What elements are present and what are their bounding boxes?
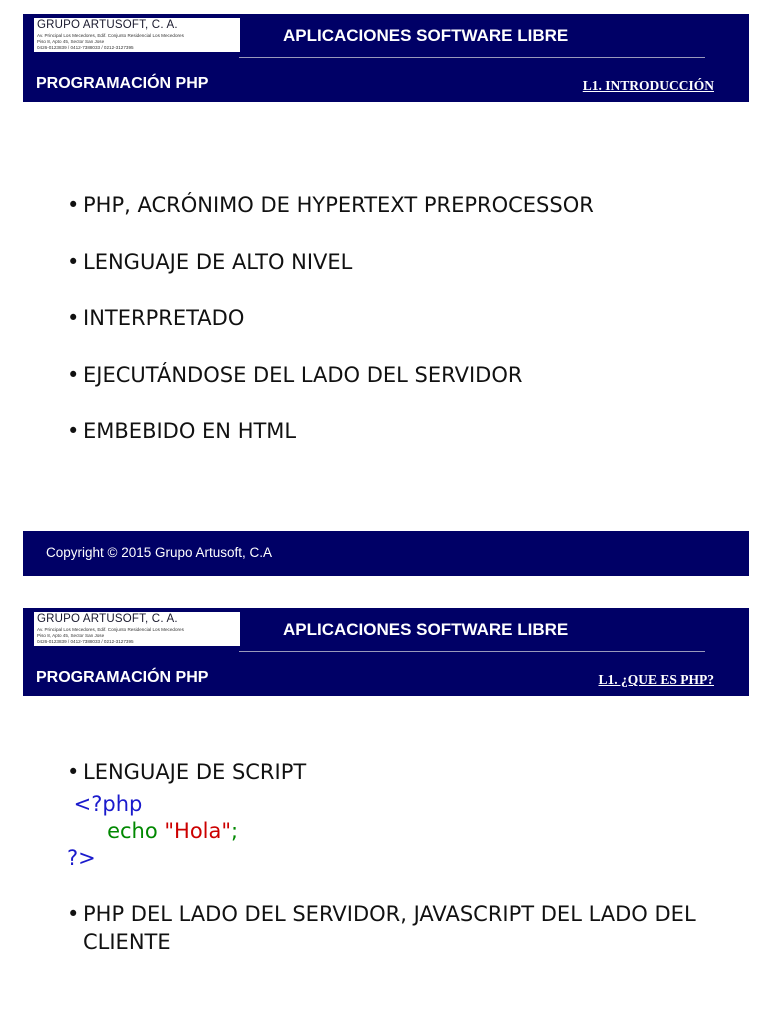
bullet-text: INTERPRETADO [83, 306, 245, 330]
bullet-item [67, 363, 594, 420]
company-address-2: Piso 8, Apto 45, Sector San Jose [37, 39, 105, 44]
slide-footer [23, 531, 749, 576]
code-string: "Hola" [164, 819, 232, 843]
copyright-text: Copyright © 2015 Grupo Artusoft, C.A [46, 545, 273, 560]
company-logo [34, 18, 240, 52]
slide-header [23, 608, 749, 696]
bullet-item [67, 250, 594, 307]
bullet-text: LENGUAJE DE ALTO NIVEL [83, 249, 353, 274]
company-phones: 0426-0123839 / 0412-7388033 / 0212-3127395 [37, 45, 134, 50]
code-close-tag: ?> [67, 846, 96, 870]
bullet-dot: • [67, 902, 80, 926]
bullet-list [67, 900, 753, 956]
bullet-list [67, 760, 306, 784]
company-address-1: Av. Principal Los Mecedores, Edif. Conjunto Residencial Los Mecedores [37, 33, 184, 38]
company-name: GRUPO ARTUSOFT, C. A. [37, 613, 178, 625]
bullet-text: LENGUAJE DE SCRIPT [83, 760, 307, 784]
course-title: PROGRAMACIÓN PHP [36, 75, 209, 92]
bullet-dot: • [67, 249, 80, 274]
bullet-dot: • [67, 419, 80, 443]
code-indent [67, 819, 107, 843]
lesson-title: L1. INTRODUCCIÓN [582, 78, 714, 93]
bullet-item [67, 193, 594, 250]
bullet-item [67, 760, 306, 784]
bullet-dot: • [67, 362, 80, 387]
bullet-text: EMBEBIDO EN HTML [83, 419, 297, 443]
bullet-item [67, 900, 753, 956]
code-open-tag: <?php [67, 792, 143, 816]
bullet-dot: • [67, 193, 80, 217]
bullet-text: PHP, ACRÓNIMO DE HYPERTEXT PREPROCESSOR [83, 193, 594, 217]
bullet-dot: • [67, 306, 80, 330]
company-phones: 0426-0123839 / 0412-7388033 / 0212-3127395 [37, 639, 134, 644]
header-divider [239, 651, 705, 652]
bullet-item [67, 419, 594, 476]
header-divider [239, 57, 705, 58]
slide-que-es-php [0, 595, 768, 1024]
bullet-text: PHP DEL LADO DEL SERVIDOR, JAVASCRIPT DEL LADO DEL CLIENTE [83, 902, 696, 954]
bullet-list [67, 193, 594, 476]
company-address-1: Av. Principal Los Mecedores, Edif. Conjunto Residencial Los Mecedores [37, 627, 184, 632]
bullet-item [67, 306, 594, 363]
company-logo [34, 612, 240, 646]
php-code-sample [67, 791, 238, 872]
bullet-dot: • [67, 760, 80, 784]
header-title: APLICACIONES SOFTWARE LIBRE [283, 620, 569, 639]
company-address-2: Piso 8, Apto 45, Sector San Jose [37, 633, 105, 638]
course-title: PROGRAMACIÓN PHP [36, 669, 209, 686]
lesson-title: L1. ¿QUE ES PHP? [598, 672, 714, 687]
header-title: APLICACIONES SOFTWARE LIBRE [283, 26, 569, 45]
slide-header [23, 14, 749, 102]
code-echo-keyword: echo [107, 819, 158, 843]
company-name: GRUPO ARTUSOFT, C. A. [37, 19, 178, 31]
code-echo-line [67, 818, 238, 845]
code-semicolon: ; [231, 819, 239, 843]
bullet-text: EJECUTÁNDOSE DEL LADO DEL SERVIDOR [83, 362, 523, 387]
